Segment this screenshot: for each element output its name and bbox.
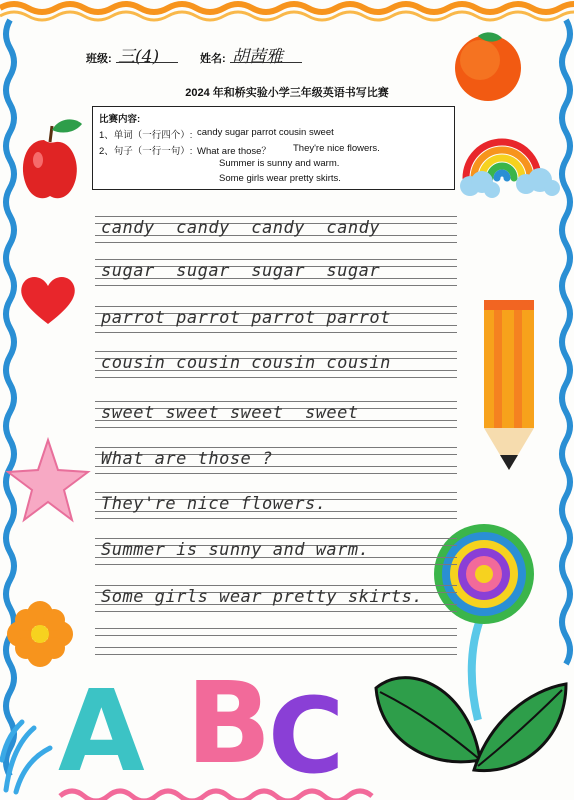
apple-icon [23,119,82,198]
practice-line [95,259,457,287]
practice-text: Some girls wear pretty skirts. [101,587,424,607]
class-underline [116,62,178,63]
star-icon [8,440,88,520]
practice-text: sweet sweet sweet sweet [101,403,359,423]
practice-text: parrot parrot parrot parrot [101,308,391,328]
practice-text: sugar sugar sugar sugar [101,261,381,281]
letter-b-decoration: B [186,659,272,789]
practice-line [95,447,457,475]
practice-line [95,492,457,520]
practice-text: Summer is sunny and warm. [101,540,370,560]
name-label: 姓名: [200,53,226,65]
top-wave-border [0,4,574,12]
contest-sentence-4: Some girls wear pretty skirts. [219,173,341,184]
practice-text: candy candy candy candy [101,218,381,238]
class-label: 班级: [86,53,112,65]
practice-line [95,585,457,613]
practice-line [95,351,457,379]
small-flower-icon [7,601,73,667]
practice-line [95,401,457,429]
right-wave-border [562,20,570,664]
left-wave-border [6,20,14,776]
contest-heading: 比赛内容: [99,114,141,125]
practice-text: cousin cousin cousin cousin [101,353,391,373]
practice-line [95,306,457,334]
contest-sentence-3: Summer is sunny and warm. [219,158,340,169]
practice-line-empty [95,628,457,656]
letter-c-decoration: C [268,675,345,797]
class-value: 三(4) [118,47,160,67]
heart-icon [21,277,75,324]
contest-line1-label: 1、单词（一行四个）: [99,130,193,141]
contest-words: candy sugar parrot cousin sweet [197,127,334,138]
contest-sentence-1: What are those？ [197,146,271,157]
contest-sentence-2: They're nice flowers. [293,143,380,154]
contest-line2-label: 2、句子（一行一句）: [99,146,193,157]
pencil-icon [484,300,534,470]
page-title: 2024 年和桥实验小学三年级英语书写比赛 [185,87,389,99]
name-value: 胡茜雅 [232,47,283,67]
letter-a-decoration: A [58,667,145,797]
contest-content-box [92,106,455,190]
practice-line [95,216,457,244]
practice-line [95,538,457,566]
practice-text: They're nice flowers. [101,494,327,514]
name-underline [230,62,302,63]
practice-text: What are those ? [101,449,273,469]
